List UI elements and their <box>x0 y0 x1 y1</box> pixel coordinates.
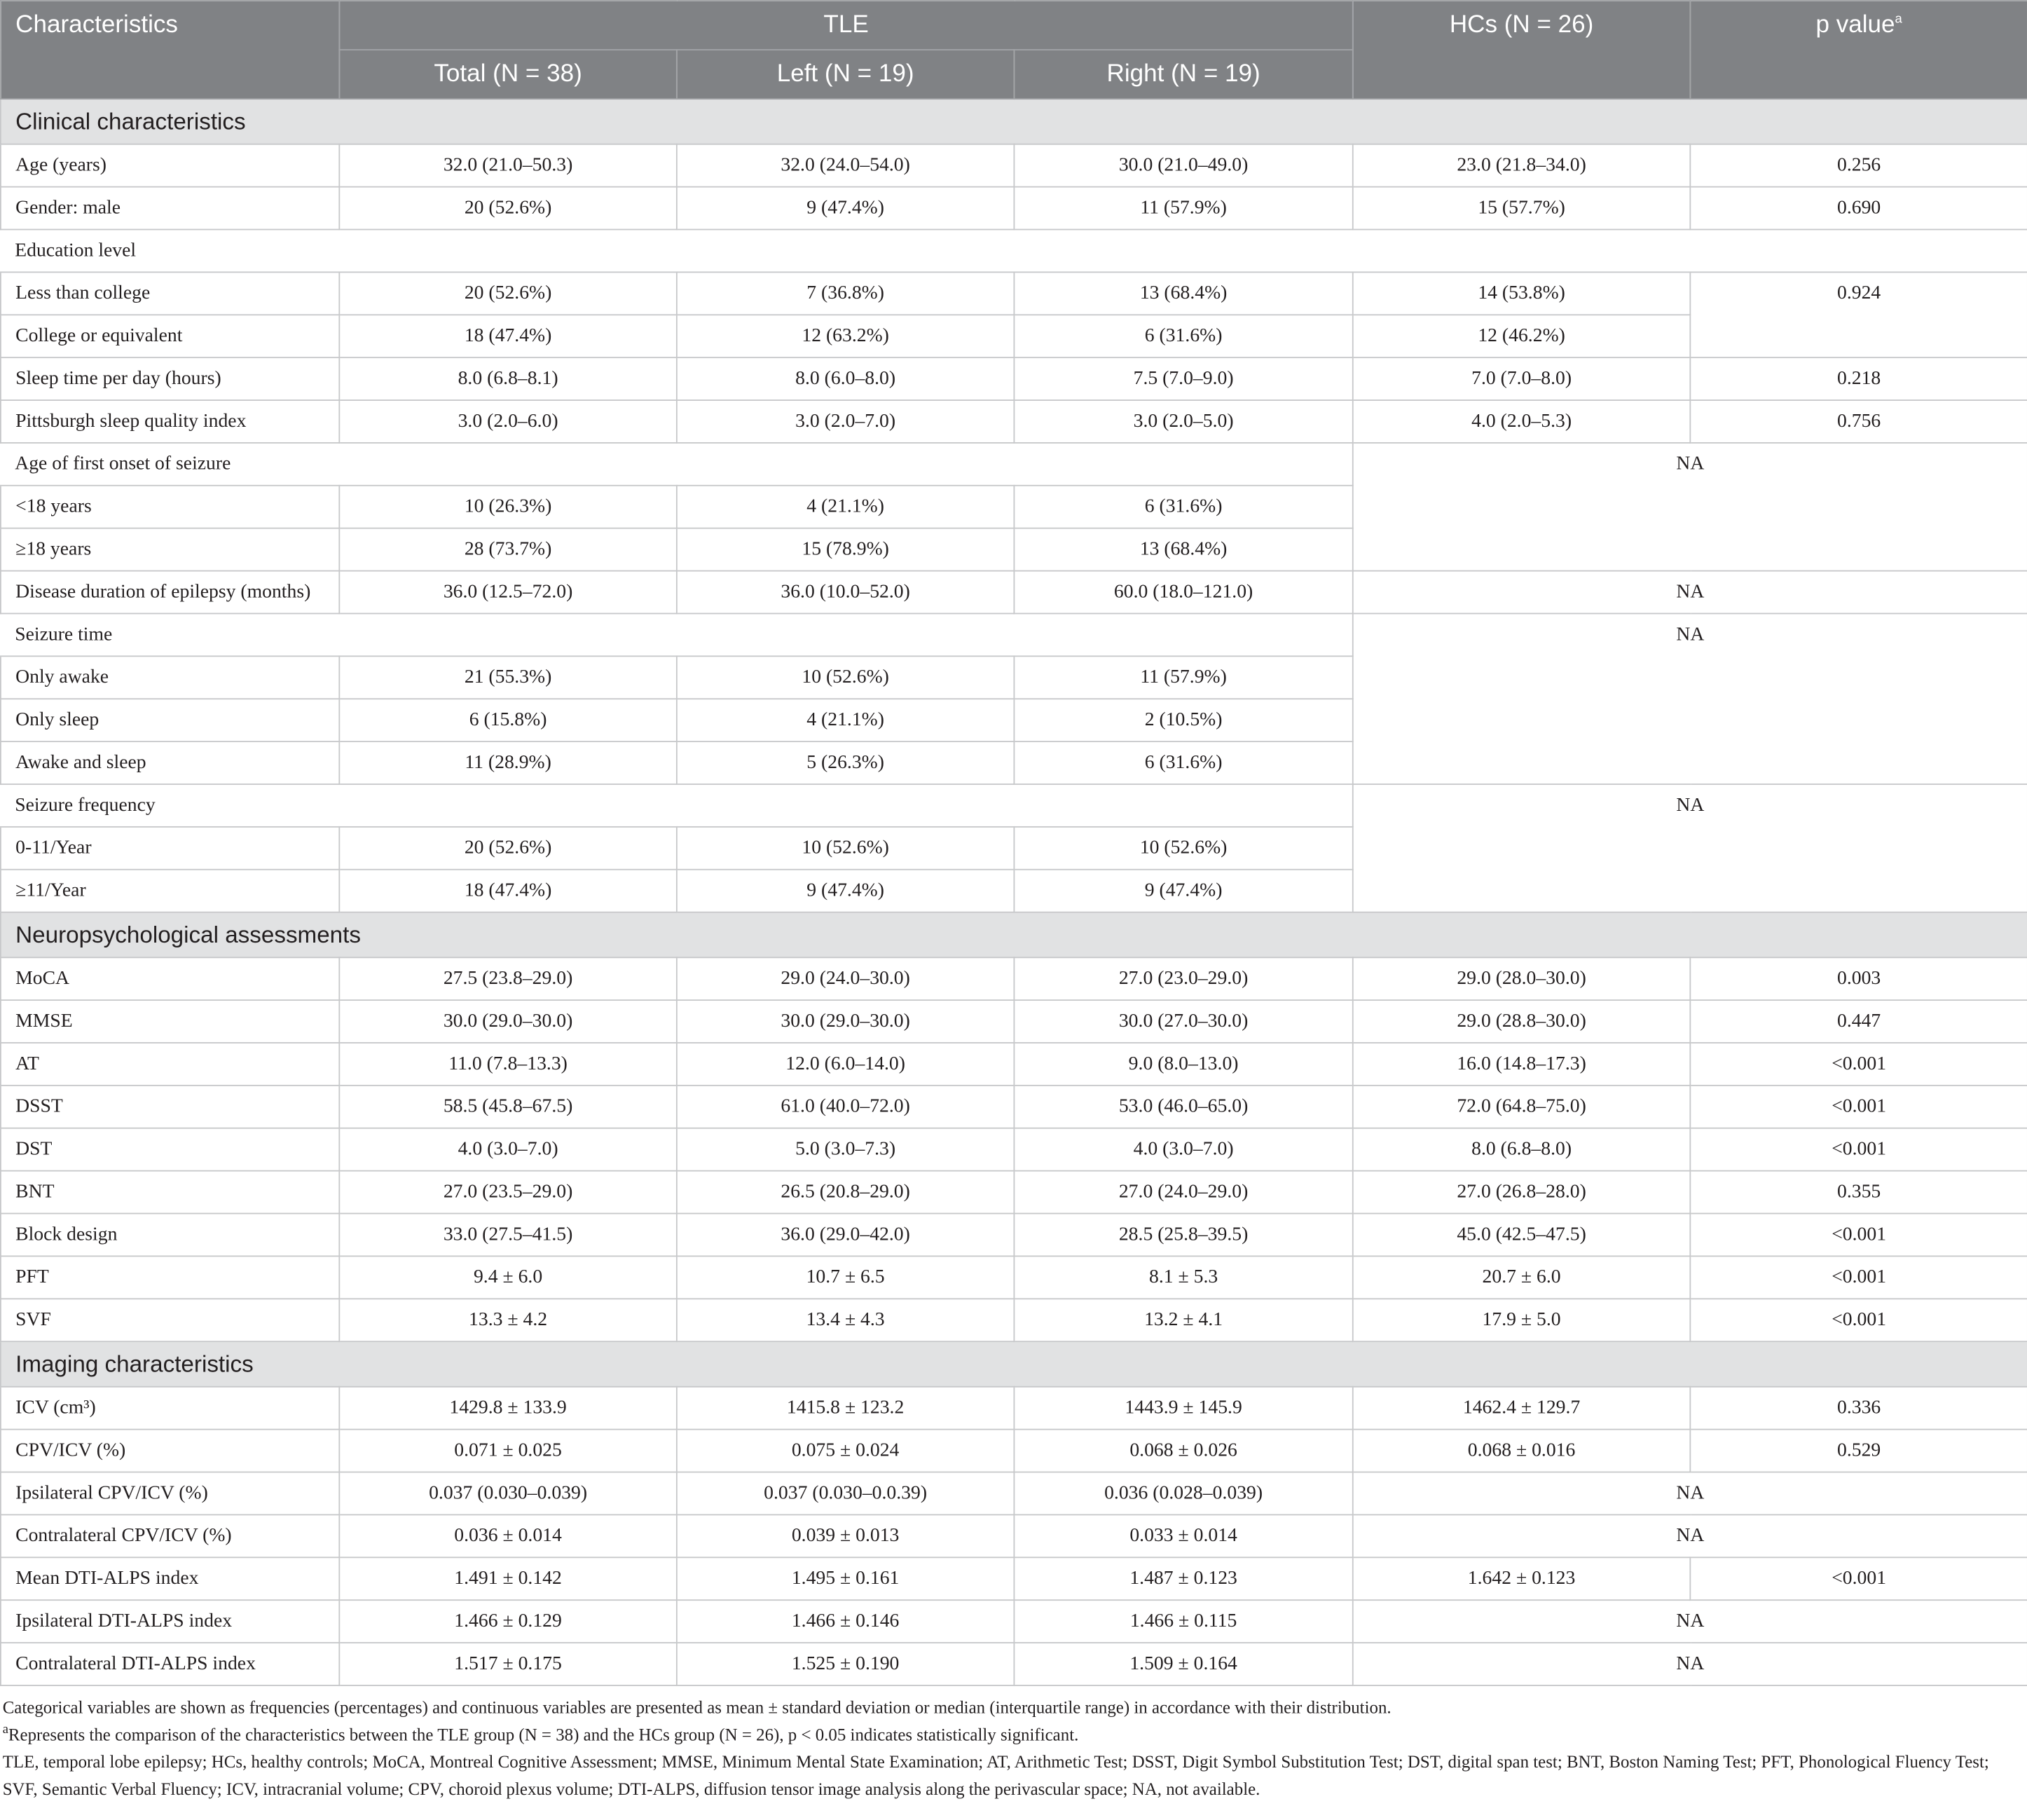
cell-right: 30.0 (27.0–30.0) <box>1014 1000 1352 1043</box>
cell-left: 61.0 (40.0–72.0) <box>677 1086 1015 1128</box>
cell-hcs: 1.642 ± 0.123 <box>1353 1557 1691 1600</box>
cell-left: 36.0 (10.0–52.0) <box>677 571 1015 614</box>
cell-total: 33.0 (27.5–41.5) <box>339 1214 677 1257</box>
table-row <box>1 1643 2027 1685</box>
table-row <box>1 613 2027 656</box>
cell-total: 18 (47.4%) <box>339 870 677 912</box>
cell-total: 0.036 ± 0.014 <box>339 1514 677 1557</box>
cell-right: 3.0 (2.0–5.0) <box>1014 400 1352 443</box>
row-label: Ipsilateral CPV/ICV (%) <box>1 1472 339 1515</box>
row-label: College or equivalent <box>1 315 339 357</box>
cell-hcs: 4.0 (2.0–5.3) <box>1353 400 1691 443</box>
cell-hcs: 23.0 (21.8–34.0) <box>1353 144 1691 187</box>
table-row <box>1 1086 2027 1128</box>
cell-left: 32.0 (24.0–54.0) <box>677 144 1015 187</box>
cell-right: 13 (68.4%) <box>1014 528 1352 571</box>
table-row <box>1 400 2027 443</box>
cell-right: 4.0 (3.0–7.0) <box>1014 1128 1352 1171</box>
cell-hcs: 29.0 (28.8–30.0) <box>1353 1000 1691 1043</box>
table-row <box>1 1557 2027 1600</box>
cell-hcs: 15 (57.7%) <box>1353 187 1691 230</box>
header-row-1 <box>1 1 2027 50</box>
cell-right: 0.068 ± 0.026 <box>1014 1430 1352 1472</box>
cell-p: 0.355 <box>1690 1171 2027 1214</box>
table-row <box>1 1430 2027 1472</box>
table-row <box>1 144 2027 187</box>
cell-total: 36.0 (12.5–72.0) <box>339 571 677 614</box>
row-label: DST <box>1 1128 339 1171</box>
cell-p: 0.256 <box>1690 144 2027 187</box>
header-p-value <box>1690 1 2027 99</box>
cell-p: <0.001 <box>1690 1214 2027 1257</box>
table-row <box>1 1043 2027 1086</box>
cell-right: 1.466 ± 0.115 <box>1014 1600 1352 1643</box>
cell-right: 1.487 ± 0.123 <box>1014 1557 1352 1600</box>
row-label: Only sleep <box>1 699 339 741</box>
header-total: Total (N = 38) <box>339 50 677 99</box>
cell-right: 1443.9 ± 145.9 <box>1014 1387 1352 1430</box>
row-label: DSST <box>1 1086 339 1128</box>
cell-left: 3.0 (2.0–7.0) <box>677 400 1015 443</box>
row-label: Less than college <box>1 272 339 315</box>
cell-p: 0.924 <box>1690 272 2027 357</box>
cell-right: 28.5 (25.8–39.5) <box>1014 1214 1352 1257</box>
row-label: ≥18 years <box>1 528 339 571</box>
row-label-education: Education level <box>1 229 2027 272</box>
cell-right: 27.0 (24.0–29.0) <box>1014 1171 1352 1214</box>
cell-right: 6 (31.6%) <box>1014 315 1352 357</box>
cell-p: 0.529 <box>1690 1430 2027 1472</box>
cell-hcs: 1462.4 ± 129.7 <box>1353 1387 1691 1430</box>
cell-left: 29.0 (24.0–30.0) <box>677 957 1015 1000</box>
cell-total: 0.071 ± 0.025 <box>339 1430 677 1472</box>
cell-left: 15 (78.9%) <box>677 528 1015 571</box>
cell-left: 0.037 (0.030–0.0.39) <box>677 1472 1015 1515</box>
row-label: PFT <box>1 1256 339 1299</box>
cell-na: NA <box>1353 1643 2027 1685</box>
header-p-value-sup: a <box>1895 12 1902 27</box>
table-row <box>1 1387 2027 1430</box>
cell-p: 0.690 <box>1690 187 2027 230</box>
cell-total: 6 (15.8%) <box>339 699 677 741</box>
header-characteristics: Characteristics <box>1 1 339 99</box>
cell-left: 5.0 (3.0–7.3) <box>677 1128 1015 1171</box>
cell-total: 9.4 ± 6.0 <box>339 1256 677 1299</box>
cell-right: 13.2 ± 4.1 <box>1014 1299 1352 1341</box>
row-label: CPV/ICV (%) <box>1 1430 339 1472</box>
cell-na: NA <box>1353 1600 2027 1643</box>
header-tle: TLE <box>339 1 1353 50</box>
table-notes <box>0 1686 2027 1802</box>
section-row <box>1 99 2027 144</box>
cell-hcs: 0.068 ± 0.016 <box>1353 1430 1691 1472</box>
header-p-value-label: p value <box>1815 11 1895 39</box>
cell-total: 20 (52.6%) <box>339 827 677 870</box>
row-label: SVF <box>1 1299 339 1341</box>
cell-left: 5 (26.3%) <box>677 741 1015 784</box>
cell-total: 1429.8 ± 133.9 <box>339 1387 677 1430</box>
cell-hcs: 16.0 (14.8–17.3) <box>1353 1043 1691 1086</box>
section-row <box>1 1341 2027 1387</box>
cell-hcs: 7.0 (7.0–8.0) <box>1353 357 1691 400</box>
cell-p: <0.001 <box>1690 1299 2027 1341</box>
cell-hcs: 27.0 (26.8–28.0) <box>1353 1171 1691 1214</box>
cell-na: NA <box>1353 443 2027 571</box>
cell-left: 1.525 ± 0.190 <box>677 1643 1015 1685</box>
cell-p: <0.001 <box>1690 1043 2027 1086</box>
cell-total: 8.0 (6.8–8.1) <box>339 357 677 400</box>
table-row <box>1 571 2027 614</box>
cell-right: 9.0 (8.0–13.0) <box>1014 1043 1352 1086</box>
table-row <box>1 1000 2027 1043</box>
cell-left: 0.075 ± 0.024 <box>677 1430 1015 1472</box>
row-label: Only awake <box>1 656 339 699</box>
cell-right: 27.0 (23.0–29.0) <box>1014 957 1352 1000</box>
cell-left: 26.5 (20.8–29.0) <box>677 1171 1015 1214</box>
row-label: Pittsburgh sleep quality index <box>1 400 339 443</box>
cell-p: 0.447 <box>1690 1000 2027 1043</box>
cell-total: 1.517 ± 0.175 <box>339 1643 677 1685</box>
cell-total: 28 (73.7%) <box>339 528 677 571</box>
cell-total: 58.5 (45.8–67.5) <box>339 1086 677 1128</box>
cell-right: 8.1 ± 5.3 <box>1014 1256 1352 1299</box>
cell-right: 10 (52.6%) <box>1014 827 1352 870</box>
cell-right: 30.0 (21.0–49.0) <box>1014 144 1352 187</box>
cell-right: 9 (47.4%) <box>1014 870 1352 912</box>
table-row <box>1 1514 2027 1557</box>
row-label: Ipsilateral DTI-ALPS index <box>1 1600 339 1643</box>
row-label: 0-11/Year <box>1 827 339 870</box>
cell-p: <0.001 <box>1690 1557 2027 1600</box>
cell-total: 20 (52.6%) <box>339 272 677 315</box>
cell-total: 10 (26.3%) <box>339 486 677 528</box>
cell-right: 0.036 (0.028–0.039) <box>1014 1472 1352 1515</box>
row-label: Block design <box>1 1214 339 1257</box>
note-line-2-sup: a <box>2 1723 8 1737</box>
cell-p: 0.003 <box>1690 957 2027 1000</box>
row-label: Age (years) <box>1 144 339 187</box>
cell-p: <0.001 <box>1690 1256 2027 1299</box>
cell-na: NA <box>1353 613 2027 784</box>
cell-total: 27.0 (23.5–29.0) <box>339 1171 677 1214</box>
cell-right: 11 (57.9%) <box>1014 187 1352 230</box>
cell-left: 1.495 ± 0.161 <box>677 1557 1015 1600</box>
section-clinical: Clinical characteristics <box>1 99 2027 144</box>
table-row <box>1 1128 2027 1171</box>
row-label: Sleep time per day (hours) <box>1 357 339 400</box>
cell-hcs: 12 (46.2%) <box>1353 315 1691 357</box>
cell-total: 20 (52.6%) <box>339 187 677 230</box>
cell-total: 4.0 (3.0–7.0) <box>339 1128 677 1171</box>
cell-right: 7.5 (7.0–9.0) <box>1014 357 1352 400</box>
cell-total: 30.0 (29.0–30.0) <box>339 1000 677 1043</box>
cell-left: 9 (47.4%) <box>677 187 1015 230</box>
cell-right: 53.0 (46.0–65.0) <box>1014 1086 1352 1128</box>
cell-right: 6 (31.6%) <box>1014 741 1352 784</box>
section-neuro: Neuropsychological assessments <box>1 912 2027 958</box>
cell-left: 9 (47.4%) <box>677 870 1015 912</box>
cell-left: 7 (36.8%) <box>677 272 1015 315</box>
cell-hcs: 14 (53.8%) <box>1353 272 1691 315</box>
cell-na: NA <box>1353 784 2027 912</box>
table-row <box>1 357 2027 400</box>
cell-hcs: 20.7 ± 6.0 <box>1353 1256 1691 1299</box>
note-line-2 <box>3 1721 2025 1749</box>
cell-left: 1415.8 ± 123.2 <box>677 1387 1015 1430</box>
cell-left: 12 (63.2%) <box>677 315 1015 357</box>
table-row <box>1 784 2027 827</box>
row-label: Disease duration of epilepsy (months) <box>1 571 339 614</box>
cell-left: 4 (21.1%) <box>677 699 1015 741</box>
table-row <box>1 1472 2027 1515</box>
header-right: Right (N = 19) <box>1014 50 1352 99</box>
table-row <box>1 1256 2027 1299</box>
table-row <box>1 272 2027 315</box>
cell-right: 6 (31.6%) <box>1014 486 1352 528</box>
row-label: Contralateral CPV/ICV (%) <box>1 1514 339 1557</box>
row-label: AT <box>1 1043 339 1086</box>
row-label-frequency: Seizure frequency <box>1 784 1353 827</box>
cell-left: 8.0 (6.0–8.0) <box>677 357 1015 400</box>
cell-right: 60.0 (18.0–121.0) <box>1014 571 1352 614</box>
cell-p: <0.001 <box>1690 1086 2027 1128</box>
header-left: Left (N = 19) <box>677 50 1015 99</box>
row-label: MMSE <box>1 1000 339 1043</box>
note-line-2-text: Represents the comparison of the characteristics between the TLE group (N = 38) and the HCs group (N = 26), p < 0.05 indicates statistically significant. <box>8 1725 1079 1744</box>
cell-hcs: 29.0 (28.0–30.0) <box>1353 957 1691 1000</box>
note-line-3: TLE, temporal lobe epilepsy; HCs, healthy controls; MoCA, Montreal Cognitive Assessment; MMSE, Minimum Mental State Examination; AT, Arithmetic Test; DSST, Digit Symbol Substitution Test; DST, digital span test; BNT, Boston Naming Test; PFT, Phonological Fluency Test; SVF, Semantic Verbal Fluency; ICV, intracranial volume; CPV, choroid plexus volume; DTI-ALPS, diffusion tensor image analysis along the perivascular space; NA, not available. <box>2 1751 1989 1799</box>
table-row <box>1 1299 2027 1341</box>
row-label: Gender: male <box>1 187 339 230</box>
cell-hcs: 17.9 ± 5.0 <box>1353 1299 1691 1341</box>
cell-na: NA <box>1353 1514 2027 1557</box>
cell-left: 13.4 ± 4.3 <box>677 1299 1015 1341</box>
cell-left: 30.0 (29.0–30.0) <box>677 1000 1015 1043</box>
row-label-onset: Age of first onset of seizure <box>1 443 1353 486</box>
row-label: BNT <box>1 1171 339 1214</box>
cell-total: 27.5 (23.8–29.0) <box>339 957 677 1000</box>
cell-left: 0.039 ± 0.013 <box>677 1514 1015 1557</box>
cell-hcs: 72.0 (64.8–75.0) <box>1353 1086 1691 1128</box>
cell-p: <0.001 <box>1690 1128 2027 1171</box>
note-line-1: Categorical variables are shown as frequencies (percentages) and continuous variables are presented as mean ± standard deviation or median (interquartile range) in accordance with their distribution. <box>2 1697 1392 1718</box>
cell-total: 11 (28.9%) <box>339 741 677 784</box>
table-row <box>1 1214 2027 1257</box>
cell-left: 10.7 ± 6.5 <box>677 1256 1015 1299</box>
cell-left: 36.0 (29.0–42.0) <box>677 1214 1015 1257</box>
cell-total: 18 (47.4%) <box>339 315 677 357</box>
section-row <box>1 912 2027 958</box>
row-label: Awake and sleep <box>1 741 339 784</box>
table-row <box>1 187 2027 230</box>
cell-total: 0.037 (0.030–0.039) <box>339 1472 677 1515</box>
cell-left: 10 (52.6%) <box>677 656 1015 699</box>
table-row <box>1 229 2027 272</box>
cell-na: NA <box>1353 571 2027 614</box>
cell-left: 12.0 (6.0–14.0) <box>677 1043 1015 1086</box>
cell-total: 32.0 (21.0–50.3) <box>339 144 677 187</box>
cell-total: 1.466 ± 0.129 <box>339 1600 677 1643</box>
cell-left: 1.466 ± 0.146 <box>677 1600 1015 1643</box>
cell-right: 2 (10.5%) <box>1014 699 1352 741</box>
table-row <box>1 443 2027 486</box>
row-label: MoCA <box>1 957 339 1000</box>
cell-p: 0.756 <box>1690 400 2027 443</box>
section-imaging: Imaging characteristics <box>1 1341 2027 1387</box>
cell-right: 11 (57.9%) <box>1014 656 1352 699</box>
cell-na: NA <box>1353 1472 2027 1515</box>
table-row <box>1 1171 2027 1214</box>
cell-left: 4 (21.1%) <box>677 486 1015 528</box>
table-row <box>1 1600 2027 1643</box>
row-label-seizure-time: Seizure time <box>1 613 1353 656</box>
row-label: ≥11/Year <box>1 870 339 912</box>
cell-p: 0.218 <box>1690 357 2027 400</box>
cell-hcs: 8.0 (6.8–8.0) <box>1353 1128 1691 1171</box>
row-label: <18 years <box>1 486 339 528</box>
cell-p: 0.336 <box>1690 1387 2027 1430</box>
cell-total: 1.491 ± 0.142 <box>339 1557 677 1600</box>
header-hcs: HCs (N = 26) <box>1353 1 1691 99</box>
row-label: Mean DTI-ALPS index <box>1 1557 339 1600</box>
cell-total: 3.0 (2.0–6.0) <box>339 400 677 443</box>
row-label: Contralateral DTI-ALPS index <box>1 1643 339 1685</box>
cell-total: 11.0 (7.8–13.3) <box>339 1043 677 1086</box>
cell-right: 13 (68.4%) <box>1014 272 1352 315</box>
cell-right: 0.033 ± 0.014 <box>1014 1514 1352 1557</box>
cell-hcs: 45.0 (42.5–47.5) <box>1353 1214 1691 1257</box>
table-row <box>1 957 2027 1000</box>
cell-right: 1.509 ± 0.164 <box>1014 1643 1352 1685</box>
cell-left: 10 (52.6%) <box>677 827 1015 870</box>
cell-total: 13.3 ± 4.2 <box>339 1299 677 1341</box>
cell-total: 21 (55.3%) <box>339 656 677 699</box>
row-label: ICV (cm³) <box>1 1387 339 1430</box>
